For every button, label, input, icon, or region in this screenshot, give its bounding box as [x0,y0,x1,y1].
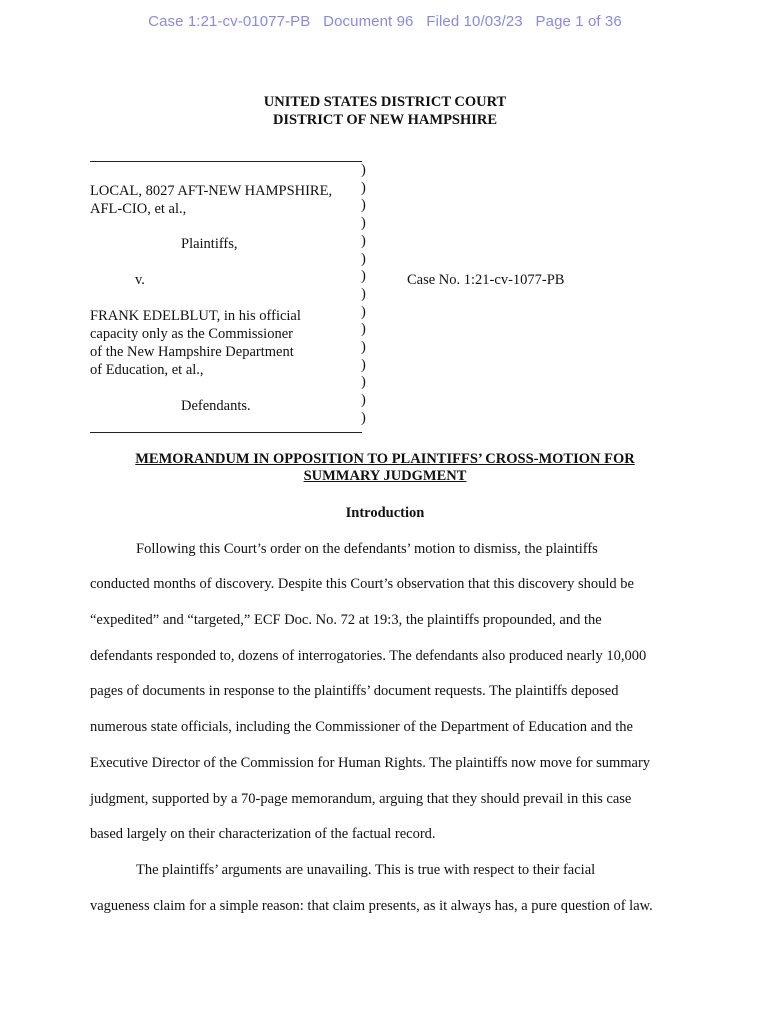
body-line: pages of documents in response to the plaintiffs’ document requests. The plaintiffs deposed [90,683,619,699]
defendant-name-line2: capacity only as the Commissioner [90,326,293,342]
defendant-name-line1: FRANK EDELBLUT, in his official [90,308,301,324]
body-line: The plaintiffs’ arguments are unavailing. This is true with respect to their facial [136,862,596,878]
section-heading: Introduction [345,505,425,521]
body-line: based largely on their characterization of the factual record. [90,826,436,842]
document-title-line2: SUMMARY JUDGMENT [303,468,467,484]
caption-bottom-rule [90,432,362,433]
body-line: Executive Director of the Commission for Human Rights. The plaintiffs now move for summary [90,755,651,771]
body-line: Following this Court’s order on the defendants’ motion to dismiss, the plaintiffs [136,541,598,557]
court-district: DISTRICT OF NEW HAMPSHIRE [272,112,498,128]
court-name: UNITED STATES DISTRICT COURT [263,94,507,110]
plaintiff-name-line2: AFL-CIO, et al., [90,201,187,217]
defendant-name-line3: of the New Hampshire Department [90,344,294,360]
defendant-name-line4: of Education, et al., [90,362,204,378]
plaintiff-name-line1: LOCAL, 8027 AFT-NEW HAMPSHIRE, [90,183,333,199]
caption-top-rule [90,161,362,162]
versus-label: v. [135,272,145,288]
body-line: defendants responded to, dozens of interrogatories. The defendants also produced nearly 10,000 [90,648,647,664]
body-line: numerous state officials, including the Commissioner of the Department of Education and the [90,719,633,735]
body-line: conducted months of discovery. Despite this Court’s observation that this discovery should be [90,576,634,592]
plaintiffs-label: Plaintiffs, [181,236,238,252]
case-number: Case No. 1:21-cv-1077-PB [407,272,565,288]
filing-header-stamp: Case 1:21-cv-01077-PB Document 96 Filed 10/03/23 Page 1 of 36 [148,13,622,30]
caption-parenthesis-column: ) ) ) ) ) ) ) ) ) ) ) ) ) ) ) [361,162,366,426]
defendants-label: Defendants. [181,398,251,414]
body-line: judgment, supported by a 70-page memorandum, arguing that they should prevail in this case [90,791,632,807]
body-line: vagueness claim for a simple reason: that claim presents, as it always has, a pure question of law. [90,898,653,914]
document-title-line1: MEMORANDUM IN OPPOSITION TO PLAINTIFFS’ CROSS-MOTION FOR [135,451,635,467]
body-line: “expedited” and “targeted,” ECF Doc. No. 72 at 19:3, the plaintiffs propounded, and the [90,612,602,628]
